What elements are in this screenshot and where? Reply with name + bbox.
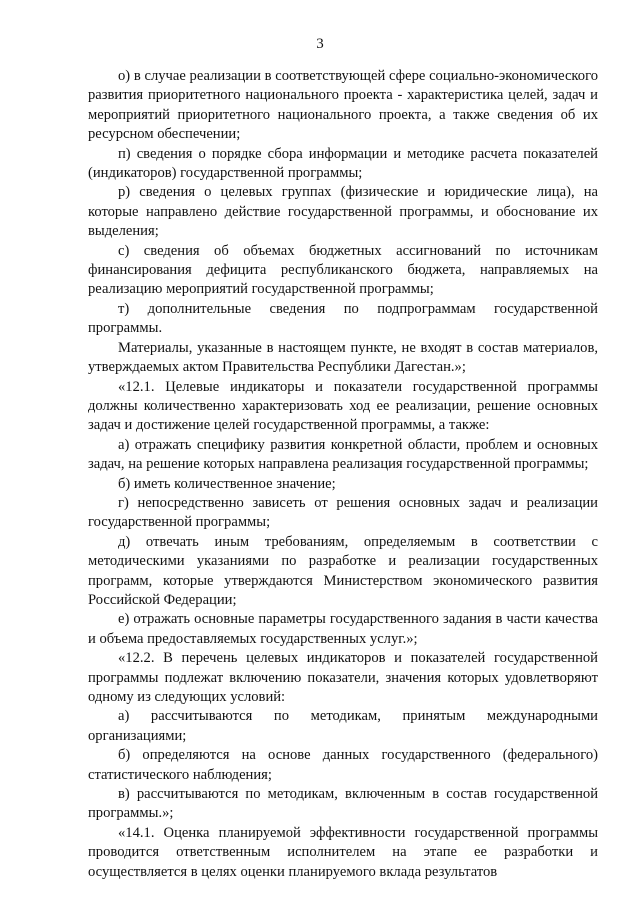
paragraph-12-1-d: д) отвечать иным требованиям, определяемым в соответствии с методическими указаниями по разработке и реализации государственных программ, которые утверждаются Министерством экономического развития Российской Федерации; [88, 533, 598, 608]
paragraph-12-1-g: г) непосредственно зависеть от решения основных задач и реализации государственной программы; [88, 494, 598, 531]
paragraph-s: с) сведения об объемах бюджетных ассигнований по источникам финансирования дефицита республиканского бюджета, направляемых на реализацию мероприятий государственной программы; [88, 242, 598, 298]
document-body [88, 67, 598, 882]
paragraph-12-1: «12.1. Целевые индикаторы и показатели государственной программы должны количественно характеризовать ход ее реализации, решение основных задач и достижение целей государственной программы, а также: [88, 378, 598, 434]
paragraph-materials-note: Материалы, указанные в настоящем пункте, не входят в состав материалов, утверждаемых актом Правительства Республики Дагестан.»; [88, 339, 598, 376]
paragraph-r: р) сведения о целевых группах (физические и юридические лица), на которые направлено действие государственной программы, и обоснование их выделения; [88, 184, 598, 240]
paragraph-12-2-v: в) рассчитываются по методикам, включенным в состав государственной программы.»; [88, 786, 598, 822]
paragraph-12-2-a: а) рассчитываются по методикам, принятым международными организациями; [88, 708, 598, 744]
paragraph-p: п) сведения о порядке сбора информации и методике расчета показателей (индикаторов) государственной программы; [88, 145, 598, 182]
paragraph-o: о) в случае реализации в соответствующей сфере социально-экономического развития приоритетного национального проекта - характеристика целей, задач и мероприятий приоритетного национального проекта, а также сведения об их ресурсном обеспечении; [88, 68, 598, 143]
paragraph-12-1-e: е) отражать основные параметры государственного задания в части качества и объема предоставляемых государственных услуг.»; [88, 611, 598, 647]
paragraph-t: т) дополнительные сведения по подпрограммам государственной программы. [88, 300, 598, 337]
paragraph-12-2: «12.2. В перечень целевых индикаторов и показателей государственной программы подлежат включению показатели, значения которых удовлетворяют одному из следующих условий: [88, 650, 598, 705]
paragraph-12-1-a: а) отражать специфику развития конкретной области, проблем и основных задач, на решение которых направлена реализация государственной программы; [88, 436, 598, 473]
page-number: 3 [316, 36, 324, 52]
paragraph-14-1: «14.1. Оценка планируемой эффективности государственной программы проводится ответственным исполнителем на этапе ее разработки и осуществляется в целях оценки планируемого вклада результатов [88, 824, 598, 880]
paragraph-12-2-b: б) определяются на основе данных государственного (федерального) статистического наблюдения; [88, 747, 598, 783]
paragraph-12-1-b: б) иметь количественное значение; [118, 475, 336, 492]
